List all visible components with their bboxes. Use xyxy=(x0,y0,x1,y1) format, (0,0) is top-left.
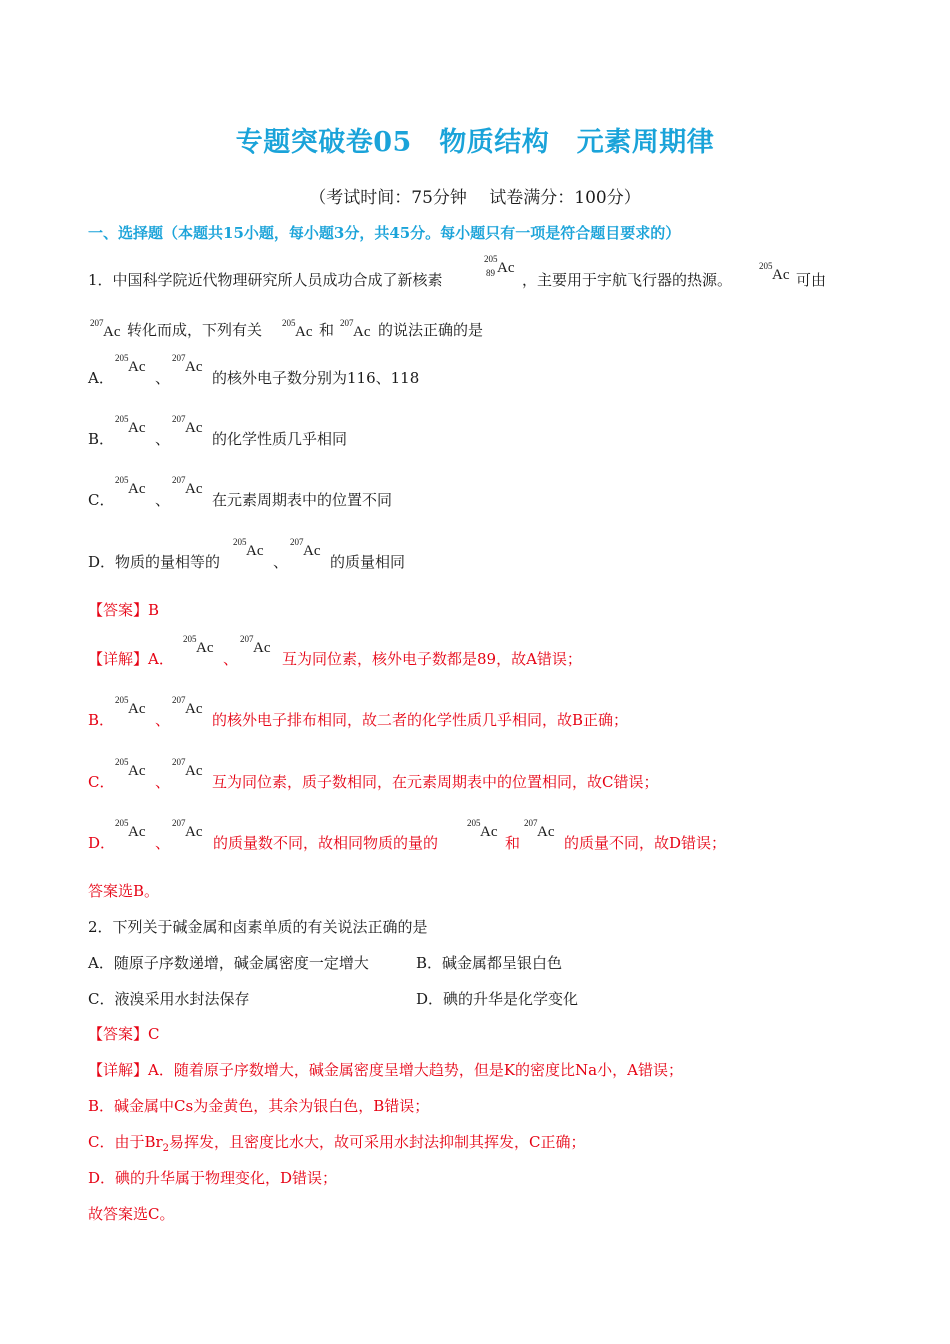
q2-detail-c: C．由于$Br_2$易挥发，且密度比水大，故可采用水封法抑制其挥发，C正确； xyxy=(88,1133,586,1154)
separator: 、 xyxy=(155,491,171,509)
q1-option-b-text: 的化学性质几乎相同 xyxy=(212,430,348,448)
q1-stem-line2-part1: 转化而成，下列有关 xyxy=(127,321,263,339)
q1-stem-part2: ，主要用于宇航飞行器的热源。 xyxy=(522,271,733,289)
q1-option-a-text: 的核外电子数分别为116、118 xyxy=(212,369,420,387)
separator: 、 xyxy=(155,834,171,852)
q2-option-b: B．碱金属都呈银白色 xyxy=(416,954,563,972)
q2-detail-a: 【详解】A．随着原子序数增大，碱金属密度呈增大趋势，但是K的密度比Na小，A错误； xyxy=(88,1061,683,1079)
q1-detail-b-label: B． xyxy=(88,711,115,729)
q1-stem-line2-part2: 和 xyxy=(319,321,335,339)
and-word: 和 xyxy=(505,834,521,852)
separator: 、 xyxy=(155,711,171,729)
q1-conclusion: 答案选B。 xyxy=(88,882,160,900)
q1-detail-c: 互为同位素，质子数相同，在元素周期表中的位置相同，故C错误； xyxy=(212,773,659,791)
q1-stem-line2-part3: 的说法正确的是 xyxy=(378,321,484,339)
separator: 、 xyxy=(155,430,171,448)
q2-option-a: A．随原子序数递增，碱金属密度一定增大 xyxy=(88,954,369,972)
q2-detail-b: B．碱金属中Cs为金黄色，其余为银白色，B错误； xyxy=(88,1097,430,1115)
q1-option-c-text: 在元素周期表中的位置不同 xyxy=(212,491,393,509)
q2-conclusion: 故答案选C。 xyxy=(88,1205,175,1223)
q1-option-a-label: A． xyxy=(88,369,114,387)
separator: 、 xyxy=(155,773,171,791)
q1-detail-label: 【详解】A． xyxy=(88,650,174,668)
q1-stem-part3: 可由 xyxy=(796,271,827,289)
answer-label: 【答案】 xyxy=(88,601,149,619)
exam-info: （考试时间：75分钟 试卷满分：100分） xyxy=(309,188,641,208)
separator: 、 xyxy=(155,369,171,387)
section-heading: 一、选择题（本题共15小题，每小题3分，共45分。每小题只有一项是符合题目要求的） xyxy=(88,224,681,242)
q1-detail-d-part2: 的质量不同，故D错误； xyxy=(564,834,727,852)
q1-answer xyxy=(88,600,159,620)
q1-detail-d-label: D． xyxy=(88,834,116,852)
q2-detail-d: D．碘的升华属于物理变化，D错误； xyxy=(88,1169,338,1187)
q1-detail-d-part1: 的质量数不同，故相同物质的量的 xyxy=(213,834,439,852)
separator: 、 xyxy=(273,553,289,571)
q2-answer xyxy=(88,1024,160,1044)
q1-option-b-label: B． xyxy=(88,430,115,448)
q1-option-d-text: 的质量相同 xyxy=(330,553,406,571)
page-title: 专题突破卷05 物质结构 元素周期律 xyxy=(235,127,715,158)
answer-value: B xyxy=(148,601,160,619)
document-page: 专题突破卷05 物质结构 元素周期律 （考试时间：75分钟 试卷满分：100分） 一、选择题（本题共15小题，每小题3分，共45分。每小题只有一项是符合题目要求的） 1．中国科学院近代物理研究所人员成功合成了新核素 205 89 Ac ，主要用于宇航飞行器的热源。 205 Ac 可由 207 Ac 转化而成，下列有关 205 Ac 和 207 Ac 的说法正确的是 A． 205 Ac 、 207 Ac 的核外电子数分别为116、118 B． 205 Ac 、 207 Ac 的化学性质几乎相同 C． 205 Ac 、 207 Ac 在元素周期表中的位置不同 D．物质的量相等的 205 Ac 、 207 Ac 的质量相同 【答案】B 【详解】A． 205 Ac 、 207 Ac 互为同位素，核外电子数都是89，故A错误； B． 205 Ac 、 207 Ac 的核外电子排布相同，故二者的化学性质几乎相同，故B正确； C． 205 Ac 、 207 Ac 互为同位素，质子数相同，在元素周期表中的位置相同，故C错误； D． 205 Ac 、 207 Ac 的质量数不同，故相同物质的量的 205 Ac 和 207 Ac 的质量不同，故D错误； 答案选B。 2．下列关于碱金属和卤素单质的有关说法正确的是 A．随原子序数递增，碱金属密度一定增大 B．碱金属都呈银白色 C．液溴采用水封法保存 D．碘的升华是化学变化 【答案】C 【详解】A．随着原子序数增大，碱金属密度呈增大趋势，但是K的密度比Na小，A错误； B．碱金属中Cs为金黄色，其余为银白色，B错误； C．由于$Br_2$易挥发，且密度比水大，故可采用水封法抑制其挥发，C正确； D．碘的升华属于物理变化，D错误； 故答案选C。 xyxy=(0,0,950,1344)
q2-option-c: C．液溴采用水封法保存 xyxy=(88,990,250,1008)
q2-option-d: D．碘的升华是化学变化 xyxy=(416,990,579,1008)
q1-detail-c-label: C． xyxy=(88,773,115,791)
answer-value: C xyxy=(148,1025,160,1043)
q2-stem: 2．下列关于碱金属和卤素单质的有关说法正确的是 xyxy=(88,918,428,936)
q1-detail-a: 互为同位素，核外电子数都是89，故A错误； xyxy=(282,650,582,668)
separator: 、 xyxy=(223,650,239,668)
q1-option-d-label: D．物质的量相等的 xyxy=(88,553,221,571)
q1-option-c-label: C． xyxy=(88,491,115,509)
answer-label: 【答案】 xyxy=(88,1025,149,1043)
q1-detail-b: 的核外电子排布相同，故二者的化学性质几乎相同，故B正确； xyxy=(212,711,629,729)
q1-stem-part1: 1．中国科学院近代物理研究所人员成功合成了新核素 xyxy=(88,271,443,289)
